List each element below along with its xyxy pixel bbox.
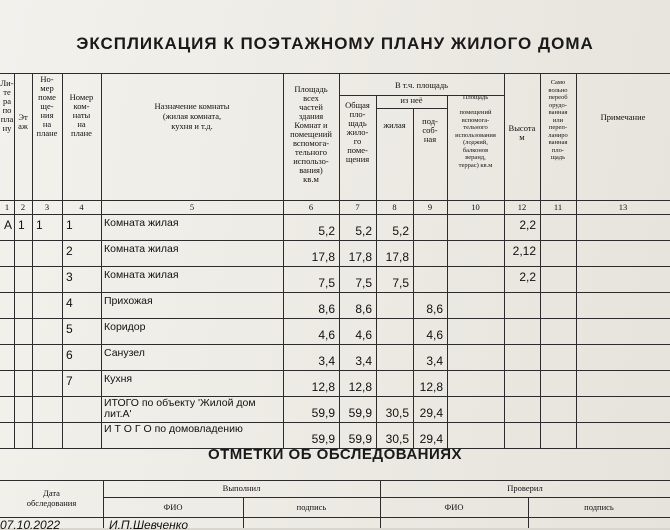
common-area-value: 17,8 bbox=[348, 250, 372, 264]
living-area-value: 5,2 bbox=[392, 224, 409, 238]
total-row-label: ИТОГО по объекту 'Жилой дом лит.А' bbox=[104, 398, 256, 420]
survey-title: ОТМЕТКИ ОБ ОБСЛЕДОВАНИЯХ bbox=[207, 446, 463, 463]
header-total-area: Площадь всех частей здания Комнат и помещений вспомога- тельного использо- вания) кв.м bbox=[290, 85, 332, 184]
survey-fio-header: ФИО bbox=[163, 503, 183, 512]
column-number: 2 bbox=[20, 202, 26, 212]
column-number: 4 bbox=[79, 202, 84, 212]
total-area-value: 4,6 bbox=[318, 328, 335, 342]
row-floor: 1 bbox=[18, 218, 25, 232]
row-room-on-plan: 3 bbox=[66, 270, 73, 284]
aux-area-value: 29,4 bbox=[419, 432, 443, 446]
header-litera: Ли- те ра по пла ну bbox=[0, 79, 14, 133]
header-room-purpose: Назначение комнаты (жилая комната, кухня и т.д. bbox=[154, 101, 230, 131]
column-number: 7 bbox=[355, 202, 360, 212]
row-room-on-plan: 5 bbox=[66, 322, 73, 336]
column-number: 9 bbox=[427, 202, 433, 212]
survey-signature-header: подпись bbox=[296, 503, 327, 512]
column-number: 10 bbox=[471, 202, 480, 212]
header-aux-use-area: Площадь помещений вспомога- тельного использования (лоджий, балконов веранд, террас) кв.м bbox=[455, 94, 496, 169]
aux-area-value: 3,4 bbox=[426, 354, 443, 368]
room-purpose: Прихожая bbox=[104, 296, 153, 307]
aux-area-value: 29,4 bbox=[419, 406, 443, 420]
column-number: 6 bbox=[308, 202, 314, 212]
living-area-value: 30,5 bbox=[385, 406, 409, 420]
total-area-value: 7,5 bbox=[318, 276, 335, 290]
header-height: Высота м bbox=[508, 124, 536, 142]
living-area-value: 17,8 bbox=[385, 250, 409, 264]
survey-checked-header: Проверил bbox=[507, 484, 543, 493]
header-floor: Эт аж bbox=[18, 113, 28, 131]
height-value: 2,12 bbox=[512, 244, 536, 258]
header-room-number: Но- мер поме ще- ния на плане bbox=[36, 75, 58, 138]
column-number: 12 bbox=[517, 202, 527, 212]
room-purpose: Санузел bbox=[104, 348, 145, 359]
living-area-value: 30,5 bbox=[385, 432, 409, 446]
header-group-of-which: из неё bbox=[400, 96, 423, 105]
common-area-value: 12,8 bbox=[348, 380, 372, 394]
row-room-on-plan: 2 bbox=[66, 244, 73, 258]
survey-entry-date: 07.10.2022 bbox=[0, 518, 61, 530]
survey-entry-name: И.П.Шевченко bbox=[109, 518, 189, 530]
common-area-value: 8,6 bbox=[355, 302, 372, 316]
column-number: 11 bbox=[553, 202, 563, 212]
row-litera: А bbox=[4, 218, 13, 232]
column-number: 5 bbox=[189, 202, 195, 212]
common-area-value: 59,9 bbox=[348, 432, 372, 446]
living-area-value: 7,5 bbox=[392, 276, 409, 290]
column-number: 13 bbox=[618, 202, 628, 212]
common-area-value: 59,9 bbox=[348, 406, 372, 420]
row-room-on-plan: 7 bbox=[66, 374, 73, 388]
common-area-value: 4,6 bbox=[355, 328, 372, 342]
common-area-value: 7,5 bbox=[355, 276, 372, 290]
aux-area-value: 12,8 bbox=[419, 380, 443, 394]
total-area-value: 59,9 bbox=[311, 406, 335, 420]
header-living-area: жилая bbox=[383, 121, 406, 130]
survey-date-header: Дата обследования bbox=[26, 488, 77, 508]
total-area-value: 5,2 bbox=[318, 224, 335, 238]
header-room-on-plan: Номер ком- наты на плане bbox=[69, 93, 94, 138]
row-room-on-plan: 4 bbox=[66, 296, 73, 310]
row-room-on-plan: 6 bbox=[66, 348, 73, 362]
total-area-value: 17,8 bbox=[311, 250, 335, 264]
column-border bbox=[413, 108, 414, 448]
room-purpose: Комната жилая bbox=[104, 244, 179, 255]
room-purpose: Кухня bbox=[104, 374, 133, 385]
header-self-converted: Само вольно переоб орудо- ванная или переп- ланиро ванная пло- щадь bbox=[548, 79, 568, 161]
common-area-value: 3,4 bbox=[355, 354, 372, 368]
room-purpose: Комната жилая bbox=[104, 270, 179, 281]
document-title: ЭКСПЛИКАЦИЯ К ПОЭТАЖНОМУ ПЛАНУ ЖИЛОГО ДОМА bbox=[76, 34, 594, 53]
survey-grid-line bbox=[103, 497, 670, 498]
survey-performed-header: Выполнил bbox=[222, 484, 261, 493]
room-purpose: Комната жилая bbox=[104, 218, 179, 229]
column-number: 1 bbox=[4, 202, 10, 212]
room-purpose: Коридор bbox=[104, 322, 146, 333]
survey-signature-header: подпись bbox=[584, 503, 614, 512]
common-area-value: 5,2 bbox=[355, 224, 372, 238]
total-row-label: И Т О Г О по домовладению bbox=[104, 424, 243, 435]
total-area-value: 12,8 bbox=[311, 380, 335, 394]
total-area-value: 3,4 bbox=[318, 354, 335, 368]
header-note: Примечание bbox=[600, 113, 646, 122]
survey-fio-header: ФИО bbox=[444, 503, 464, 512]
height-value: 2,2 bbox=[519, 218, 536, 232]
total-area-value: 8,6 bbox=[318, 302, 335, 316]
header-aux-area: под- соб- ная bbox=[422, 117, 438, 144]
column-number: 8 bbox=[392, 202, 397, 212]
aux-area-value: 4,6 bbox=[426, 328, 443, 342]
row-room-on-plan: 1 bbox=[66, 218, 73, 232]
header-group-area: В т.ч. площадь bbox=[394, 81, 449, 90]
column-number: 3 bbox=[44, 202, 50, 212]
row-room-number: 1 bbox=[36, 218, 43, 232]
total-area-value: 59,9 bbox=[311, 432, 335, 446]
height-value: 2,2 bbox=[519, 270, 536, 284]
header-common-area: Общая пло- щадь жило- го поме- щения bbox=[345, 101, 370, 164]
column-border bbox=[376, 95, 377, 448]
aux-area-value: 8,6 bbox=[426, 302, 443, 316]
group-of-which-border bbox=[376, 108, 447, 109]
survey-grid-line bbox=[0, 480, 670, 481]
